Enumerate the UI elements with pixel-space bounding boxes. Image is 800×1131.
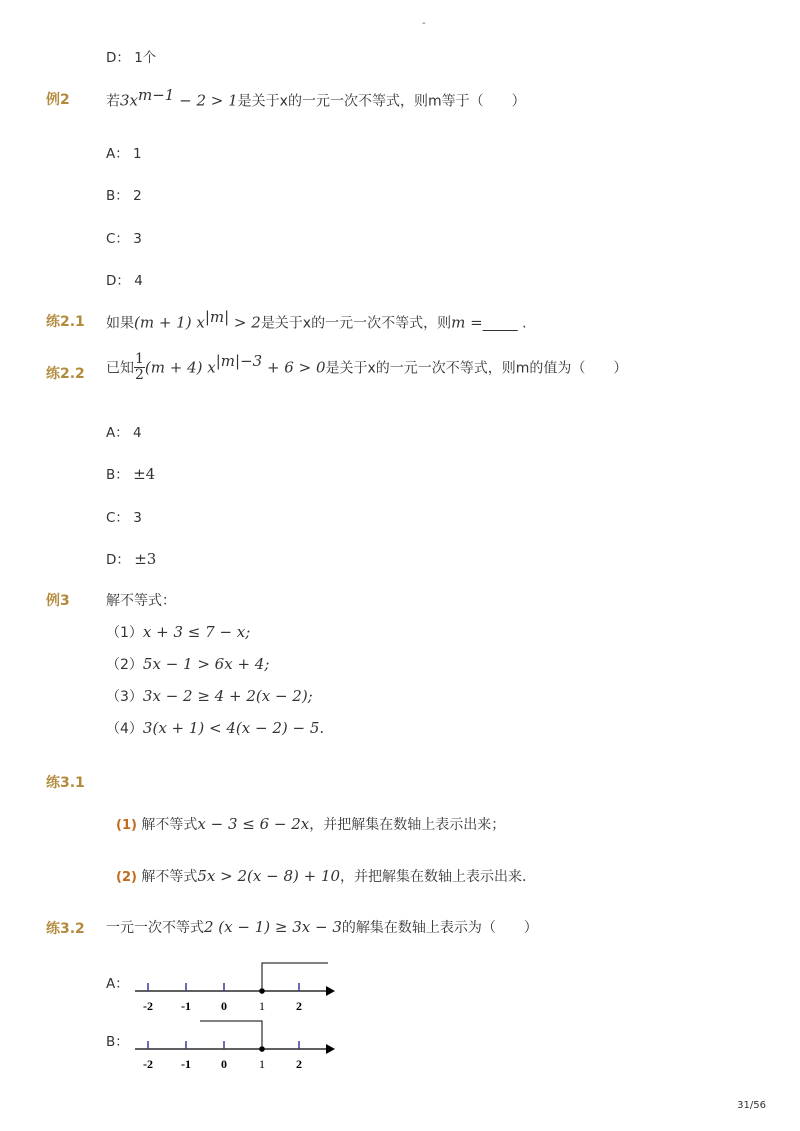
- tick-label: -2: [143, 1057, 153, 1071]
- tick-label: -1: [181, 999, 191, 1013]
- tick-label: 0: [221, 1057, 227, 1071]
- option-letter: D：: [106, 50, 130, 66]
- tick-label: 0: [221, 999, 227, 1013]
- tick-label: -1: [181, 1057, 191, 1071]
- ex3-item-1: （1）x + 3 ≤ 7 − x;: [106, 623, 251, 641]
- practice-2-1-question: 如果(m + 1) $x^{|m|} > 2$是关于x的一元一次不等式，则m =_____ .: [106, 308, 527, 332]
- ex2-option-b[interactable]: B： 2: [106, 188, 142, 204]
- question-suffix: 是关于x的一元一次不等式，则m等于（ ）: [237, 93, 526, 110]
- number-line-a: [130, 955, 340, 1017]
- solid-point: [259, 988, 265, 994]
- pr31-item-1: (1) 解不等式x − 3 ≤ 6 − 2x，并把解集在数轴上表示出来；: [116, 815, 506, 833]
- solution-ray: [262, 963, 328, 991]
- answer-blank[interactable]: _____: [482, 315, 518, 332]
- ex2-option-a[interactable]: A： 1: [106, 146, 142, 162]
- question-math: 3x: [120, 91, 139, 110]
- fraction: $\frac{1}{2}$: [135, 351, 144, 384]
- page-number: 31/56: [737, 1100, 766, 1111]
- practice-3-2-label: 练3.2: [46, 921, 85, 937]
- header-mark: -: [422, 18, 426, 29]
- tick-label: 1: [259, 999, 265, 1013]
- ex2-option-d[interactable]: D： 4: [106, 273, 143, 289]
- pr32-option-a-letter[interactable]: A：: [106, 976, 129, 992]
- ex3-item-3: （3）3x − 2 ≥ 4 + 2(x − 2);: [106, 687, 313, 705]
- practice-2-1-label: 练2.1: [46, 314, 85, 330]
- question-exponent: m−1: [138, 86, 175, 104]
- practice-3-1-label: 练3.1: [46, 775, 85, 791]
- option-text: 1个: [134, 50, 157, 66]
- ex3-item-4: （4）3(x + 1) < 4(x − 2) − 5.: [106, 719, 325, 737]
- axis-arrow: [326, 986, 335, 996]
- pr22-option-c[interactable]: C： 3: [106, 510, 142, 526]
- number-line-b: [130, 1013, 340, 1075]
- prev-option-d: [106, 46, 156, 66]
- ex2-option-c[interactable]: C： 3: [106, 231, 142, 247]
- practice-3-2-question: 一元一次不等式2 (x − 1) ≥ 3x − 3的解集在数轴上表示为（ ）: [106, 918, 538, 936]
- tick-label: -2: [143, 999, 153, 1013]
- question-math-2: − 2 > 1: [174, 91, 238, 110]
- tick-label: 1: [259, 1057, 265, 1071]
- axis-arrow: [326, 1044, 335, 1054]
- pr22-option-b[interactable]: B： ±4: [106, 465, 156, 483]
- question-prefix: 若: [106, 93, 120, 110]
- pr22-option-d[interactable]: D： ±3: [106, 550, 157, 568]
- example-3-intro: 解不等式：: [106, 593, 176, 609]
- tick-label: 2: [296, 999, 302, 1013]
- pr31-item-2: (2) 解不等式5x > 2(x − 8) + 10，并把解集在数轴上表示出来．: [116, 867, 537, 885]
- example-3-label: 例3: [46, 593, 70, 609]
- solid-point: [259, 1046, 265, 1052]
- example-2-label: 例2: [46, 92, 70, 108]
- tick-label: 2: [296, 1057, 302, 1071]
- pr22-option-a[interactable]: A： 4: [106, 425, 142, 441]
- ex3-item-2: （2）5x − 1 > 6x + 4;: [106, 655, 270, 673]
- example-2-question: [106, 86, 526, 111]
- solution-ray: [200, 1021, 262, 1049]
- practice-2-2-question: 已知 $\frac{1}{2}$ (m + 4) $x^{|m|-3} + 6 > 0$是关于x的一元一次不等式，则m的值为（ ）: [106, 351, 628, 384]
- pr32-option-b-letter[interactable]: B：: [106, 1034, 129, 1050]
- practice-2-2-label: 练2.2: [46, 366, 85, 382]
